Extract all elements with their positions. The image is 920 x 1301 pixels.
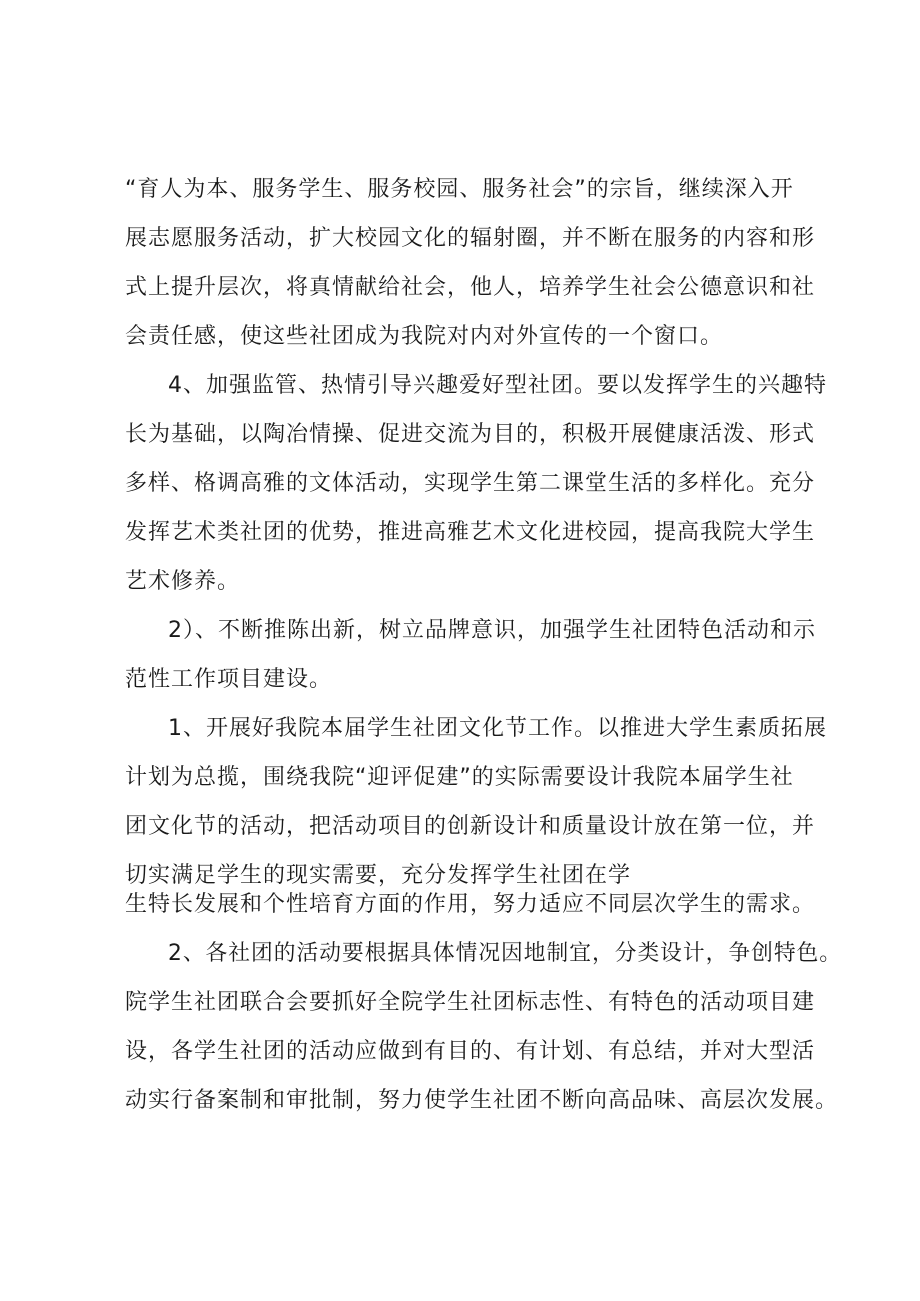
text-line: 动实行备案制和审批制，努力使学生社团不断向高品味、高层次发展。 [125,1088,839,1113]
paragraph-item-1: 1、开展好我院本届学生社团文化节工作。以推进大学生素质拓展 [168,716,827,741]
text-line: 生特长发展和个性培育方面的作用，努力适应不同层次学生的需求。 [125,892,816,917]
text-line: 式上提升层次，将真情献给社会，他人，培养学生社会公德意识和社 [125,275,816,300]
text-line: 切实满足学生的现实需要，充分发挥学生社团在学 [125,863,632,888]
text-line: 院学生社团联合会要抓好全院学生社团标志性、有特色的活动项目建 [125,990,816,1015]
text-line: “育人为本、服务学生、服务校园、服务社会”的宗旨，继续深入开 [125,177,794,202]
paragraph-item-2: 2、各社团的活动要根据具体情况因地制宜，分类设计，争创特色。 [168,941,843,966]
text-line: 计划为总揽，围绕我院“迎评促建”的实际需要设计我院本届学生社 [125,765,794,790]
text-line: 团文化节的活动，把活动项目的创新设计和质量设计放在第一位，并 [125,814,816,839]
text-line: 范性工作项目建设。 [125,667,333,692]
text-line: 展志愿服务活动，扩大校园文化的辐射圈，并不断在服务的内容和形 [125,226,816,251]
section-heading-2: 2）、不断推陈出新，树立品牌意识，加强学生社团特色活动和示 [168,618,816,643]
text-line: 会责任感，使这些社团成为我院对内对外宣传的一个窗口。 [125,324,724,349]
text-line: 艺术修养。 [125,569,241,594]
text-line: 发挥艺术类社团的优势，推进高雅艺术文化进校园，提高我院大学生 [125,520,816,545]
text-line: 多样、格调高雅的文体活动，实现学生第二课堂生活的多样化。充分 [125,471,816,496]
text-line: 长为基础，以陶冶情操、促进交流为目的，积极开展健康活泼、形式 [125,422,816,447]
text-line: 设，各学生社团的活动应做到有目的、有计划、有总结，并对大型活 [125,1039,816,1064]
paragraph-item-4: 4、加强监管、热情引导兴趣爱好型社团。要以发挥学生的兴趣特 [168,373,827,398]
